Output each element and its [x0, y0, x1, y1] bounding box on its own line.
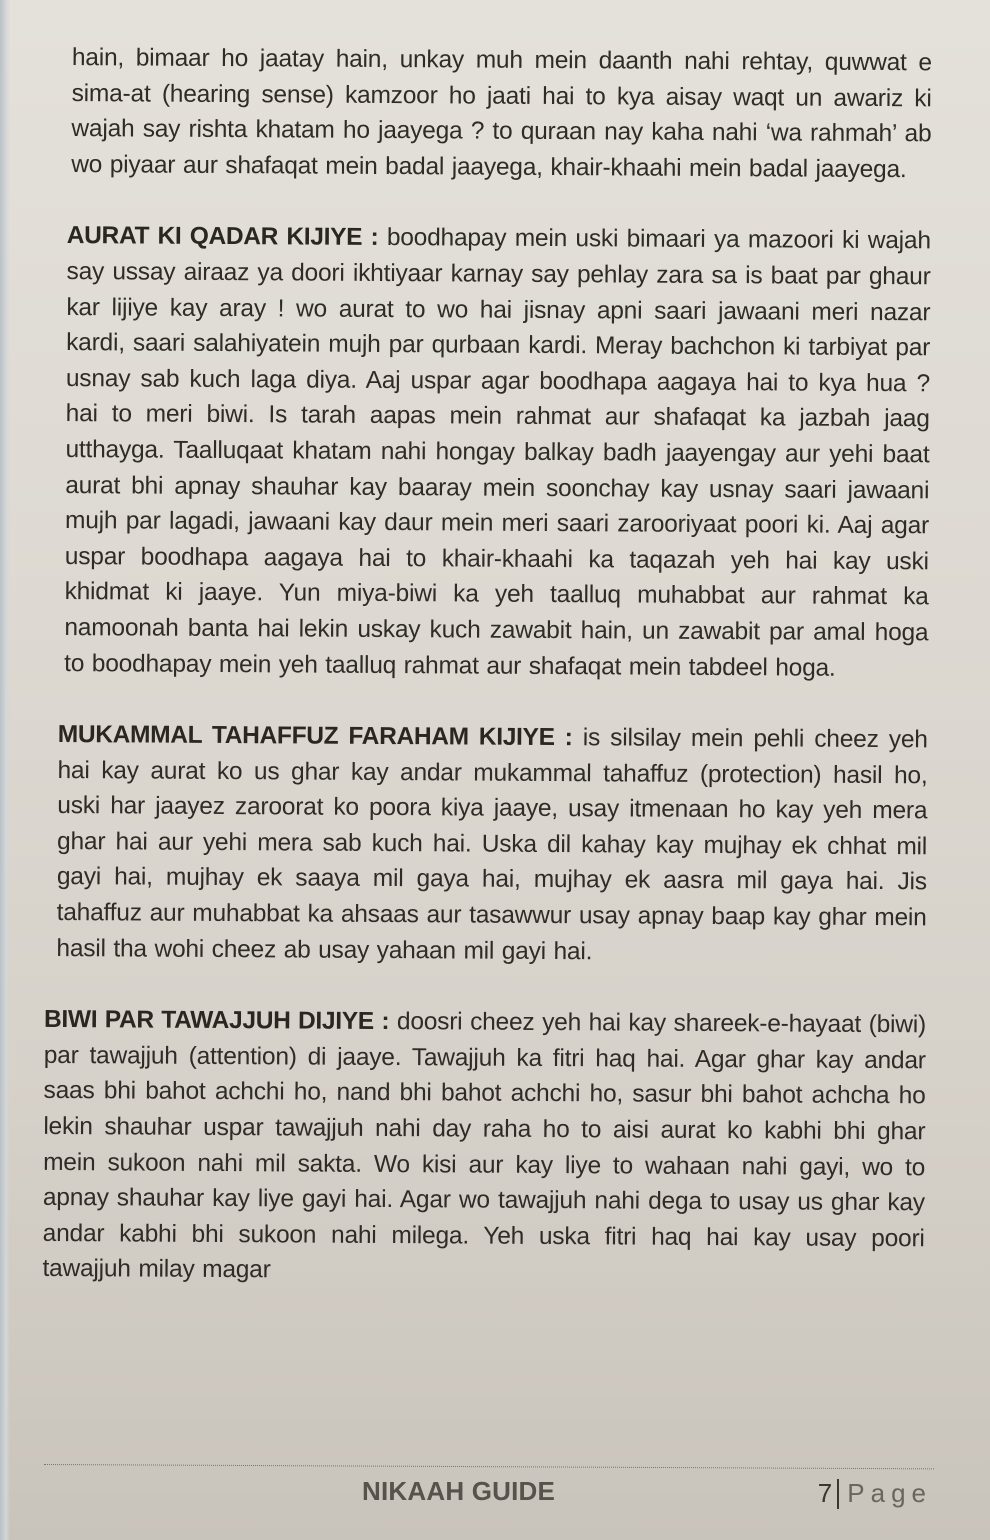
- paragraph-text: hain, bimaar ho jaatay hain, unkay muh mein daanth nahi rehtay, quwwat e sima-at (hearing sense) kamzoor ho jaati hai to kya aisay waqt un awariz ki wajah say rishta khatam ho jaayega ? to quraan nay kaha nahi ‘wa rahmah’ ab wo piyaar aur shafaqat mein badal jaayega, khair-khaahi mein badal jaayega.: [71, 44, 932, 183]
- page-footer: [44, 1462, 934, 1522]
- page-number: 7: [817, 1478, 833, 1508]
- paragraph-aurat-ki-qadar: [58, 218, 931, 686]
- paragraph-biwi-par-tawajjuh: [42, 1002, 926, 1292]
- paragraph-mukammal-tahaffuz: [56, 717, 928, 971]
- paragraph-intro-continuation: [61, 40, 932, 188]
- footer-divider: [44, 1464, 934, 1469]
- section-heading: MUKAMMAL TAHAFFUZ FARAHAM KIJIYE :: [57, 721, 573, 752]
- paragraph-text: is silsilay mein pehli cheez yeh hai kay aurat ko us ghar kay andar mukammal tahaffuz (protection) hasil ho, uski har jaayez zaroorat ko poora kiya jaaye, usay itmenaan ho kay yeh mera ghar hai aur yehi mera sab kuch hai. Uska dil kahay kay mujhay ek chhat mil gayi hai, mujhay ek saaya mil gaya hai, mujhay ek aasra mil gaya hai. Jis tahaffuz aur muhabbat ka ahsaas aur tasawwur usay apnay baap kay ghar mein hasil tha wohi cheez ab usay yahaan mil gayi hai.: [56, 724, 928, 965]
- page-edge-shadow: [0, 0, 10, 1540]
- footer-book-title: NIKAAH GUIDE: [362, 1476, 556, 1506]
- footer-page-indicator: [818, 1478, 932, 1509]
- section-heading: BIWI PAR TAWAJJUH DIJIYE :: [43, 1006, 390, 1036]
- page-label: Page: [847, 1478, 932, 1508]
- paragraph-text: doosri cheez yeh hai kay shareek-e-hayaat (biwi) par tawajjuh (attention) di jaaye. Tawajjuh ka fitri haq hai. Agar ghar kay andar saas bhi bahot achchi ho, nand bhi bahot achchi ho, sasur bhi bahot achcha ho lekin shauhar uspar tawajjuh nahi day raha ho to aisi aurat ko kabhi bhi ghar mein sukoon nahi mil sakta. Wo kisi aur kay liye to wahaan nahi gayi, wo to apnay shauhar kay liye gayi hai. Agar wo tawajjuh nahi dega to usay us ghar kay andar kabhi bhi sukoon nahi milega. Yeh uska fitri haq hai kay usay poori tawajjuh milay magar: [42, 1008, 927, 1284]
- section-heading: AURAT KI QADAR KIJIYE :: [66, 222, 379, 252]
- page-separator-bar: [837, 1479, 839, 1509]
- page-body: [42, 40, 932, 1292]
- paragraph-text: boodhapay mein uski bimaari ya mazoori ki wajah say ussay airaaz ya doori ikhtiyaar karnay say pehlay zara sa is baat par ghaur kar lijiye kay aray ! wo aurat to wo hai jisnay apni saari jawaani meri nazar kardi, saari salahiyatein mujh par qurbaan kardi. Meray bachchon ki tarbiyat par usnay sab kuch laga diya. Aaj uspar agar boodhapa aagaya hai to kya hua ? hai to meri biwi. Is tarah aapas mein rahmat aur shafaqat ka jazbah jaag utthayga. Taalluqaat khatam nahi hongay balkay badh jaayengay aur yehi baat aurat bhi apnay shauhar kay baaray mein soonchay kay usnay saari jawaani mujh par lagadi, jawaani kay daur mein meri saari zarooriyaat poori ki. Aaj agar uspar boodhapa aagaya hai to khair-khaahi ka taqazah yeh hai kay uski khidmat ki jaaye. Yun miya-biwi ka yeh taalluq muhabbat aur rahmat ka namoonah banta hai lekin uskay kuch zawabit hain, un zawabit par amal hoga to boodhapay mein yeh taalluq rahmat aur shafaqat mein tabdeel hoga.: [64, 224, 931, 682]
